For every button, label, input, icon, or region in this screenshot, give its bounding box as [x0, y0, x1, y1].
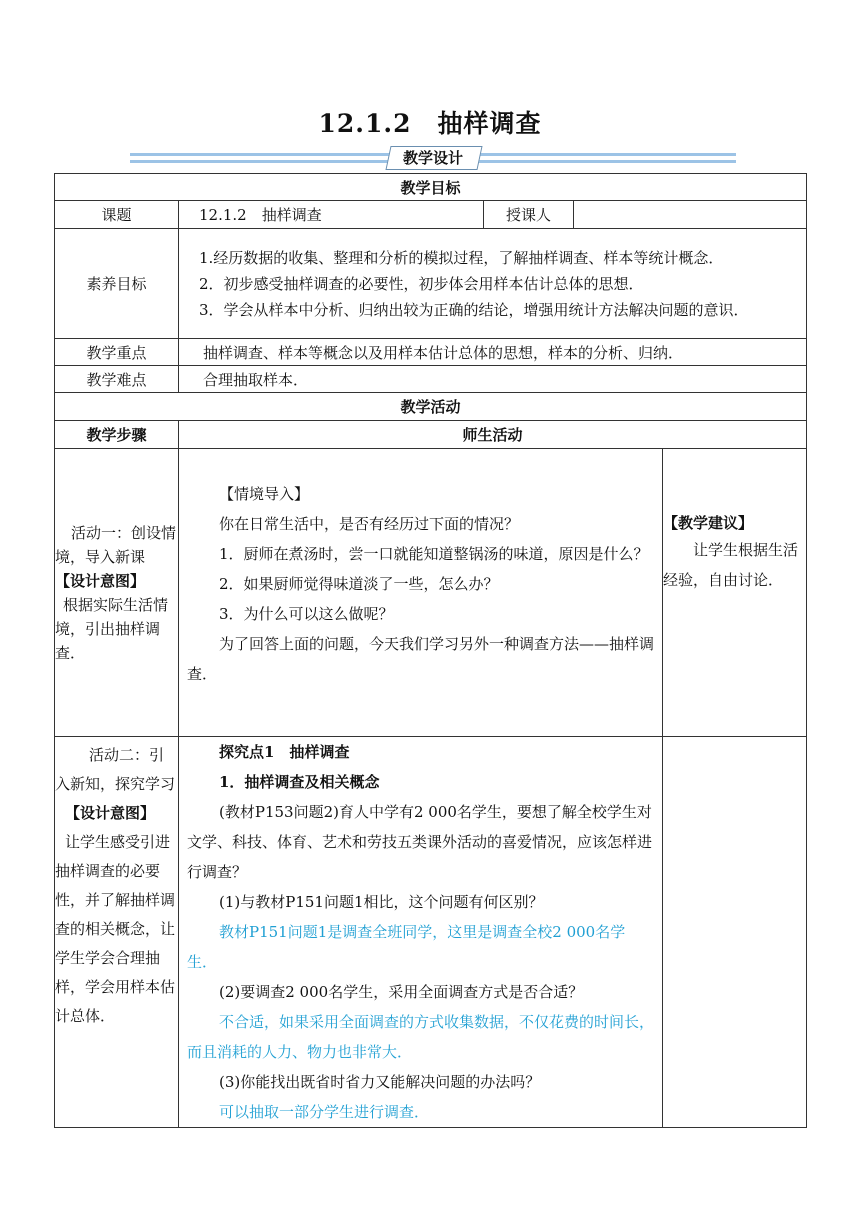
activity-2-a3: 可以抽取一部分学生进行调查．	[219, 1103, 430, 1121]
lesson-table	[54, 173, 807, 1128]
activity-2-a1: 教材P151问题1是调查全班同学，这里是调查全校2 000名学生．	[187, 923, 626, 971]
literacy-items	[179, 229, 807, 339]
activity-2-intent: 让学生感受引进抽样调查的必要性，并了解抽样调查的相关概念，让学生学会合理抽样，学会用样本估计总体．	[55, 833, 176, 1025]
activity-1-line: 【情境导入】	[219, 485, 310, 503]
activity-1-line: 2．如果厨师觉得味道淡了一些，怎么办？	[219, 575, 499, 593]
activities-header: 教学活动	[55, 393, 807, 421]
activity-2-a2: 不合适，如果采用全面调查的方式收集数据，不仅花费的时间长，而且消耗的人力、物力也非常大．	[187, 1013, 655, 1061]
activity-1-name: 活动一：创设情境，导入新课	[55, 523, 177, 566]
activity-1-line: 1．厨师在煮汤时，尝一口就能知道整锅汤的味道，原因是什么？	[219, 545, 649, 563]
activity-1-line: 你在日常生活中，是否有经历过下面的情况？	[219, 515, 520, 533]
activity-2-problem: (教材P153问题2)育人中学有2 000名学生，要想了解全校学生对文学、科技、体育、艺术和劳技五类课外活动的喜爱情况，应该怎样进行调查？	[187, 803, 653, 881]
activity-2-row	[55, 737, 807, 1128]
teacher-value	[574, 201, 807, 229]
key-label: 教学重点	[55, 339, 179, 366]
activity-2-q3: (3)你能找出既省时省力又能解决问题的办法吗？	[219, 1073, 541, 1091]
banner-label: 教学设计	[402, 149, 463, 167]
steps-header-row	[55, 421, 807, 449]
objectives-header: 教学目标	[55, 174, 807, 201]
activity-label: 师生活动	[179, 421, 807, 449]
activity-2-q1: (1)与教材P151问题1相比，这个问题有何区别？	[219, 893, 544, 911]
activity-2-side	[55, 737, 179, 1128]
difficulty-value: 合理抽取样本．	[179, 366, 807, 393]
course-label: 课题	[55, 201, 179, 229]
activity-1-suggest	[663, 449, 807, 737]
steps-label: 教学步骤	[55, 421, 179, 449]
key-value: 抽样调查、样本等概念以及用样本估计总体的思想，样本的分析、归纳．	[179, 339, 807, 366]
course-row	[55, 201, 807, 229]
activity-2-intent-label: 【设计意图】	[65, 804, 156, 822]
literacy-item: 1.经历数据的收集、整理和分析的模拟过程，了解抽样调查、样本等统计概念．	[199, 248, 724, 267]
teacher-label: 授课人	[484, 201, 574, 229]
section-banner	[130, 146, 736, 170]
activity-2-suggest	[663, 737, 807, 1128]
difficulty-row	[55, 366, 807, 393]
activity-1-line: 3．为什么可以这么做呢？	[219, 605, 394, 623]
activity-1-row	[55, 449, 807, 737]
objectives-header-row	[55, 174, 807, 201]
key-row	[55, 339, 807, 366]
activity-2-sub-title: 1．抽样调查及相关概念	[219, 773, 380, 791]
literacy-item: 2．初步感受抽样调查的必要性，初步体会用样本估计总体的思想．	[199, 274, 644, 293]
activity-1-content	[179, 449, 663, 737]
literacy-row	[55, 229, 807, 339]
activities-header-row	[55, 393, 807, 421]
activity-2-content	[179, 737, 663, 1128]
literacy-label: 素养目标	[55, 229, 179, 339]
literacy-item: 3．学会从样本中分析、归纳出较为正确的结论，增强用统计方法解决问题的意识．	[199, 300, 749, 319]
activity-2-name: 活动二：引入新知，探究学习	[55, 746, 176, 793]
activity-1-intent: 根据实际生活情境，引出抽样调查．	[55, 595, 169, 662]
course-value: 12.1.2 抽样调查	[179, 201, 484, 229]
activity-2-point-title: 探究点1 抽样调查	[219, 743, 350, 761]
activity-1-suggest-text: 让学生根据生活经验，自由讨论．	[663, 541, 799, 589]
difficulty-label: 教学难点	[55, 366, 179, 393]
activity-1-suggest-label: 【教学建议】	[663, 514, 754, 532]
activity-1-intent-label: 【设计意图】	[55, 571, 146, 590]
activity-1-line: 为了回答上面的问题，今天我们学习另外一种调查方法——抽样调查．	[187, 635, 655, 683]
activity-2-q2: (2)要调查2 000名学生，采用全面调查方式是否合适？	[219, 983, 584, 1001]
activity-1-side	[55, 449, 179, 737]
page-title: 12.1.2 抽样调查	[318, 109, 542, 138]
